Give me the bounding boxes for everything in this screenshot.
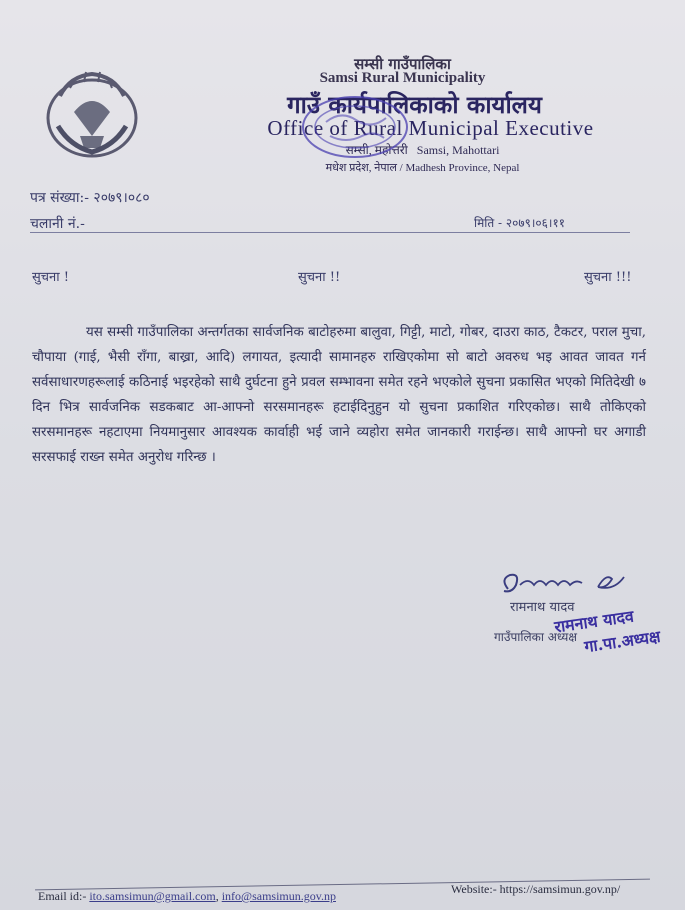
signatory-name: रामनाथ यादव (510, 600, 575, 615)
address-nepali: सम्सी, महोत्तरी (345, 143, 408, 157)
signatory-stamp-title: गा.पा.अध्यक्ष (583, 626, 662, 657)
notice-title-3: सुचना !!! (584, 270, 632, 285)
email-separator: , (215, 889, 219, 903)
signatory-stamp-name: रामनाथ यादव (553, 606, 635, 637)
dispatch-number: चलानी नं.- (30, 216, 85, 232)
footer-website[interactable]: Website:- https://samsimun.gov.np/ (451, 882, 621, 896)
footer-email (38, 889, 336, 904)
dispatch-rule (30, 232, 630, 233)
signatory-title: गाउँपालिका अध्यक्ष (494, 630, 577, 644)
municipality-name-nepali: सम्सी गाउँपालिका (354, 55, 451, 73)
email-link-2[interactable]: info@samsimun.gov.np (221, 889, 336, 903)
office-stamp-icon (296, 92, 414, 162)
letter-date: मिति - २०७९।०६।११ (474, 216, 565, 230)
notice-title-1: सुचना ! (32, 270, 69, 285)
province-line: मधेश प्रदेश, नेपाल / Madhesh Province, Nepal (325, 162, 520, 174)
email-label: Email id:- (38, 889, 87, 903)
notice-body: यस सम्सी गाउँपालिका अन्तर्गतका सार्वजनिक बाटोहरुमा बालुवा, गिट्टी, माटो, गोबर, दाउरा काठ, टैकटर, पराल मुचा, चौपाया (गाई, भैसी राँगा, बाख्रा, आदि) लगायत, इत्यादी सामानहरु राखिएकोमा सो बाटो अवरुध भइ आवत जावत गर्न सर्वसाधारणहरूलाई कठिनाई भइरहेको साथै दुर्घटना हुने प्रवल सम्भावना समेत रहने भएकोले सुचना प्रकासित भएको मितिदेखी ७ दिन भित्र सार्वजनिक सडकबाट आ-आफ्नो सरसमानहरू हटाईदिनुहुन यो सुचना प्रकाशित गरिएकोछ। साथै तोकिएको सरसमानहरू नहटाएमा नियमानुसार आवश्यक कार्वाही भई जाने व्यहोरा समेत जानकारी गराईन्छ। साथै आफ्नो घर अगाडी सरसफाई राख्न समेत अनुरोध गरिन्छ । (32, 325, 646, 465)
email-link-1[interactable]: ito.samsimun@gmail.com (89, 889, 216, 903)
address-english: Samsi, Mahottari (416, 143, 500, 157)
municipality-name-english: Samsi Rural Municipality (319, 70, 486, 86)
office-name-english: Office of Rural Municipal Executive (267, 116, 594, 140)
notice-title-2: सुचना !! (298, 270, 341, 285)
letter-number: पत्र संख्या:- २०७९।०८० (30, 190, 150, 206)
office-name-nepali: गाउँ कार्यपालिकाको कार्यालय (287, 90, 542, 119)
